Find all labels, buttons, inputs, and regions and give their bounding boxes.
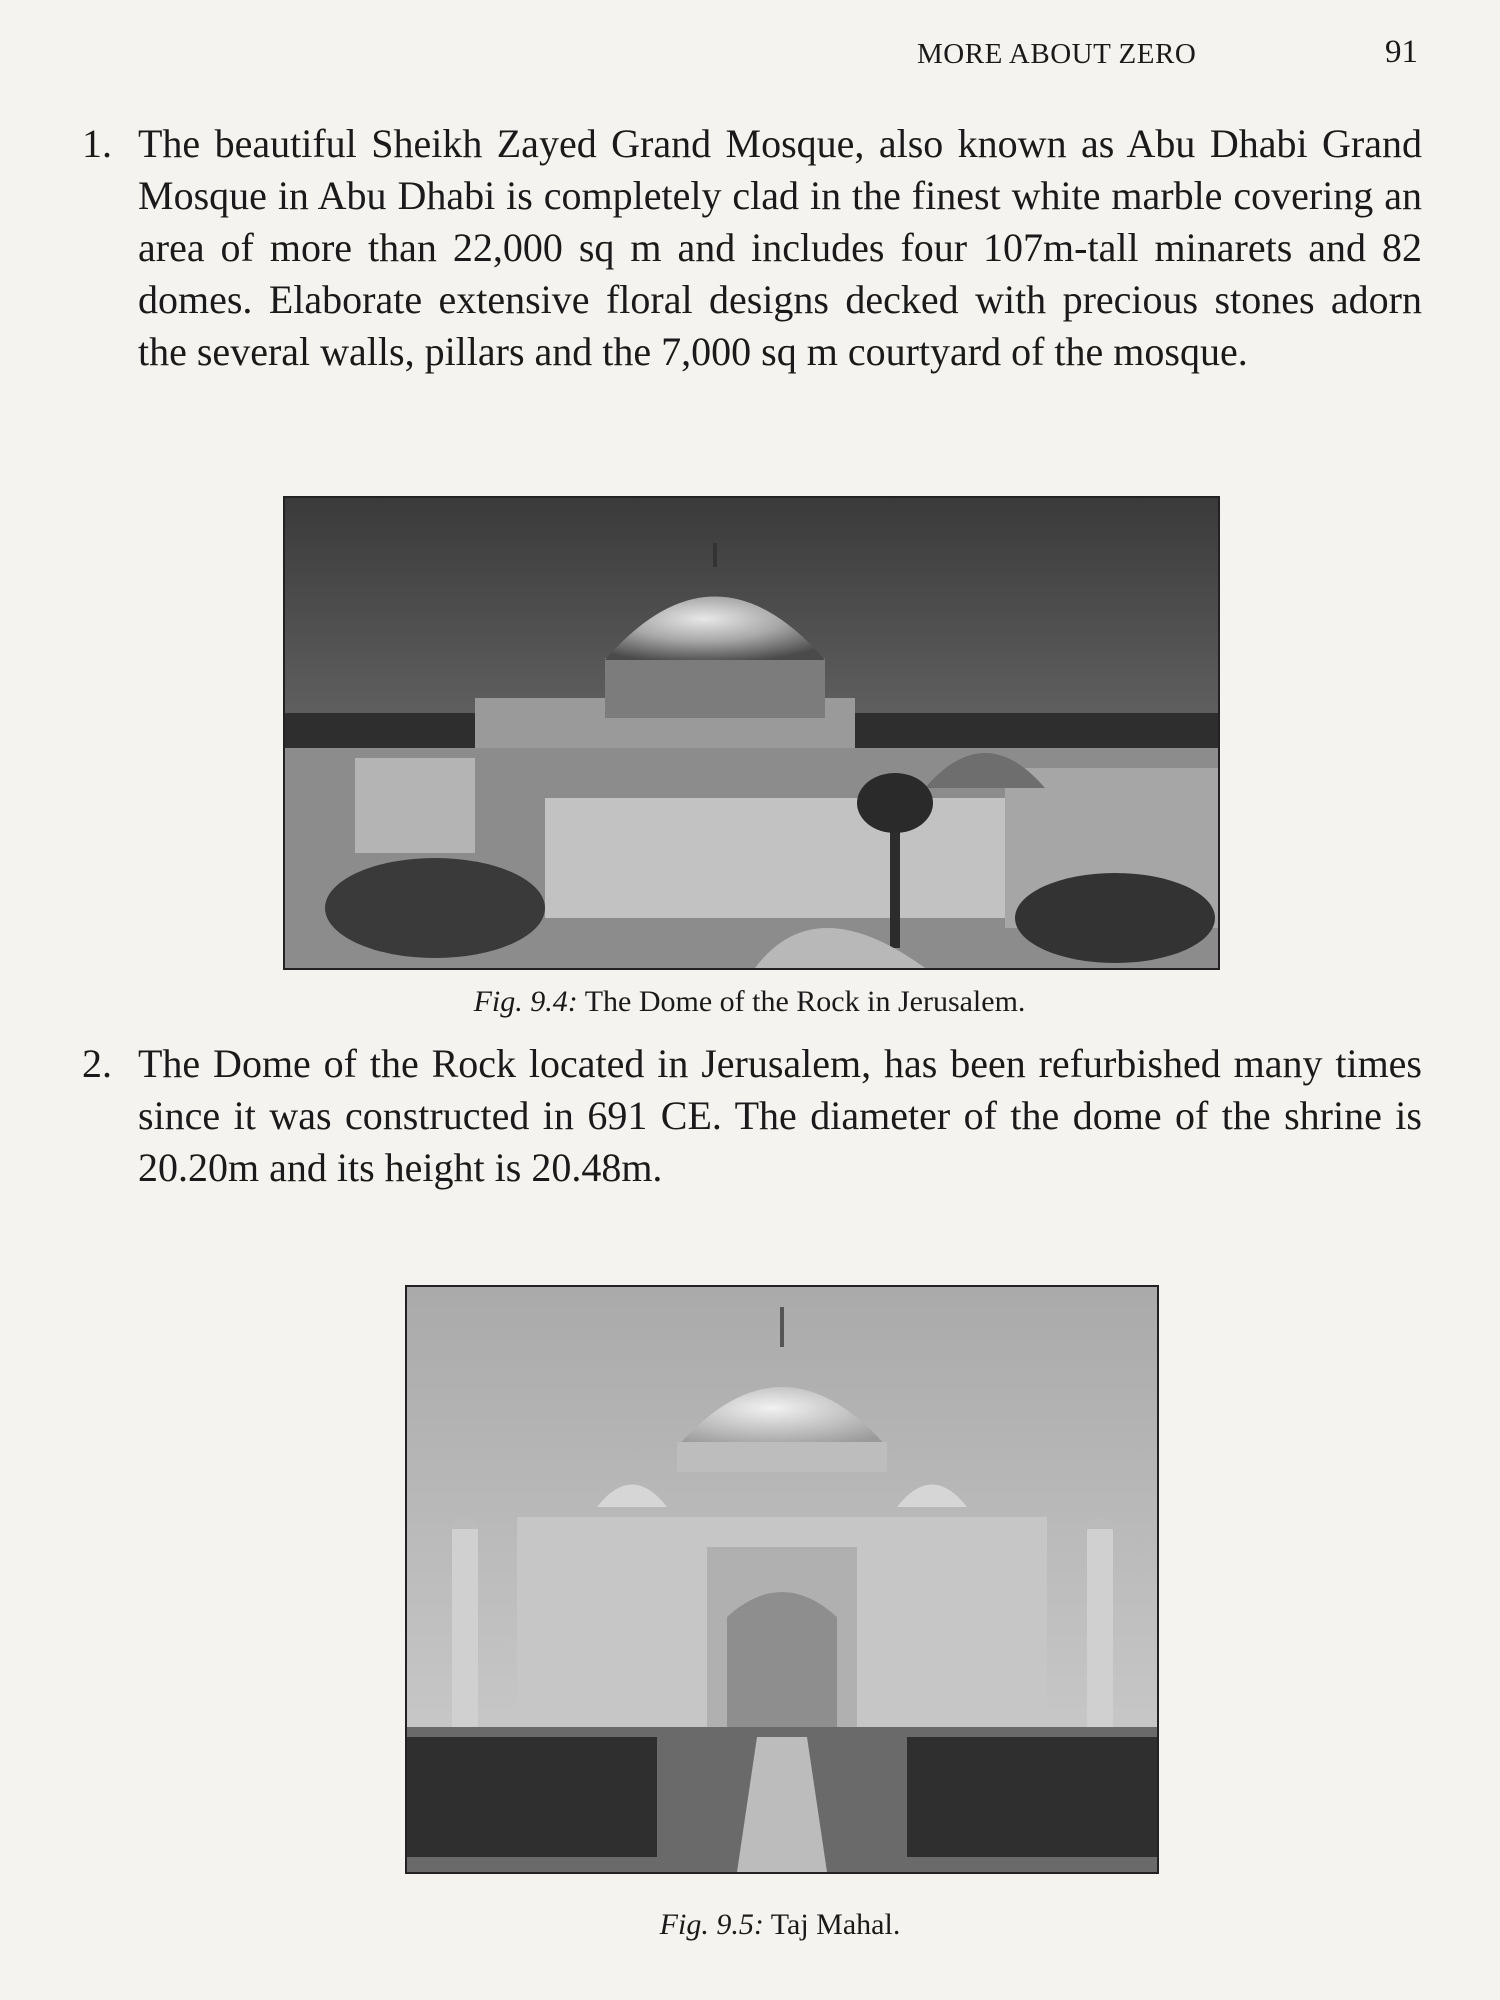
taj-mahal-photo (405, 1285, 1159, 1874)
list-item-text: The Dome of the Rock located in Jerusalem, has been refurbished many times since it was constructed in 691 CE. The diameter of the dome of the shrine is 20.20m and its height is 20.48m. (138, 1041, 1422, 1190)
list-item-number: 1. (82, 121, 112, 166)
figure-label: Fig. 9.5: (659, 1908, 764, 1941)
dome-of-the-rock-photo (283, 496, 1220, 970)
running-title: MORE ABOUT ZERO (917, 38, 1197, 70)
page-number: 91 (1385, 34, 1418, 70)
list-item-number: 2. (82, 1041, 112, 1086)
taj-mahal-image (407, 1287, 1157, 1872)
figure-caption-9-5 (405, 1908, 1155, 1942)
list-item-1 (82, 118, 1422, 378)
figure-caption-text: The Dome of the Rock in Jerusalem. (584, 985, 1026, 1018)
figure-label: Fig. 9.4: (473, 985, 578, 1018)
figure-caption-9-4 (283, 985, 1216, 1019)
list-item-text: The beautiful Sheikh Zayed Grand Mosque, also known as Abu Dhabi Grand Mosque in Abu Dhabi is completely clad in the finest white marble covering an area of more than 22,000 sq m and includes four 107m-tall minarets and 82 domes. Elaborate extensive floral designs decked with precious stones adorn the several walls, pillars and the 7,000 sq m courtyard of the mosque. (138, 121, 1422, 374)
list-item-2 (82, 1038, 1422, 1194)
figure-caption-text: Taj Mahal. (770, 1908, 901, 1941)
dome-of-the-rock-image (285, 498, 1218, 968)
